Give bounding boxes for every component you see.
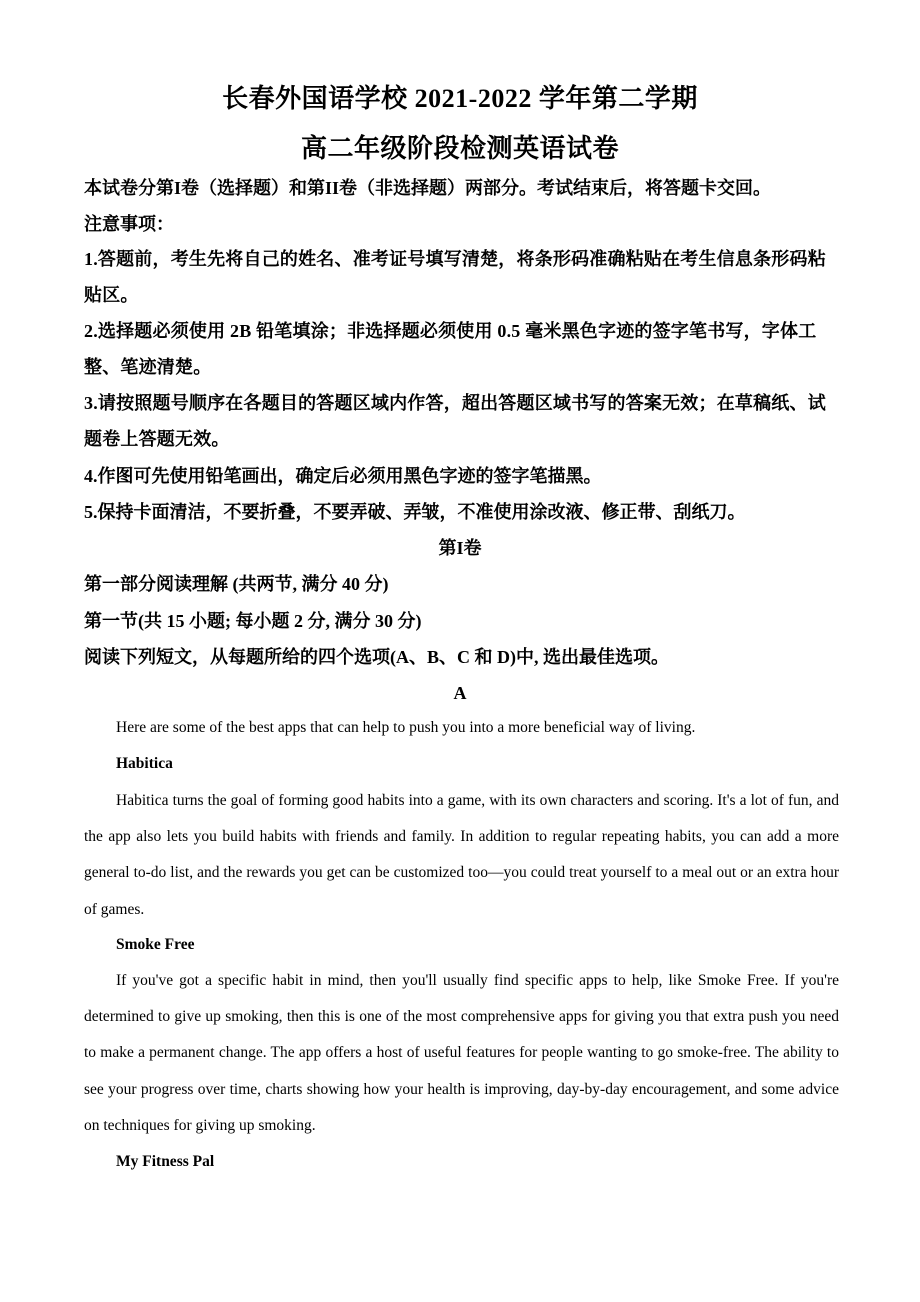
- app-text-habitica: Habitica turns the goal of forming good habits into a game, with its own characters and scoring. It's a lot of fun, and the app also lets you build habits with friends and family. In addition to regular repeating habits, you can add a more general to-do list, and the rewards you get can be customized too—you could treat yourself to a meal out or an extra hour of games.: [84, 792, 839, 918]
- notice-label: 注意事项：: [84, 214, 174, 234]
- passage-letter: A: [453, 683, 467, 703]
- app-text-smoke-free: If you've got a specific habit in mind, then you'll usually find specific apps to help, like Smoke Free. If you're determined to give up smoking, then this is one of the most comprehensive apps for giving you that extra push you need to make a permanent change. The app offers a host of useful features for people wanting to go smoke-free. The ability to see your progress over time, charts showing how your health is improving, day-by-day encouragement, and some advice on techniques for giving up smoking.: [84, 972, 839, 1134]
- direction-text: 阅读下列短文，从每题所给的四个选项(A、B、C 和 D)中, 选出最佳选项。: [84, 647, 669, 667]
- exam-intro: 本试卷分第I卷（选择题）和第II卷（非选择题）两部分。考试结束后，将答题卡交回。: [84, 178, 772, 198]
- exam-subtitle: 高二年级阶段检测英语试卷: [300, 134, 619, 163]
- passage-intro: Here are some of the best apps that can help to push you into a more beneficial way of living.: [116, 719, 696, 736]
- notice-item-1: 1.答题前，考生先将自己的姓名、准考证号填写清楚，将条形码准确粘贴在考生信息条形码粘贴区。: [84, 249, 826, 305]
- exam-title: 长春外国语学校 2021-2022 学年第二学期: [222, 84, 698, 113]
- notice-item-2: 2.选择题必须使用 2B 铅笔填涂；非选择题必须使用 0.5 毫米黑色字迹的签字笔书写，字体工整、笔迹清楚。: [84, 321, 817, 377]
- app-heading-habitica: Habitica: [116, 755, 173, 772]
- subsection-label: 第一节(共 15 小题; 每小题 2 分, 满分 30 分): [84, 611, 422, 631]
- notice-item-4: 4.作图可先使用铅笔画出，确定后必须用黑色字迹的签字笔描黑。: [84, 466, 602, 486]
- notice-item-5: 5.保持卡面清洁，不要折叠，不要弄破、弄皱，不准使用涂改液、修正带、刮纸刀。: [84, 502, 746, 522]
- notice-item-3: 3.请按照题号顺序在各题目的答题区域内作答，超出答题区域书写的答案无效；在草稿纸、试题卷上答题无效。: [84, 393, 826, 449]
- part-label: 第一部分阅读理解 (共两节, 满分 40 分): [84, 574, 389, 594]
- volume-label: 第I卷: [438, 538, 482, 558]
- app-heading-smoke-free: Smoke Free: [116, 936, 195, 953]
- app-heading-my-fitness-pal: My Fitness Pal: [116, 1153, 215, 1170]
